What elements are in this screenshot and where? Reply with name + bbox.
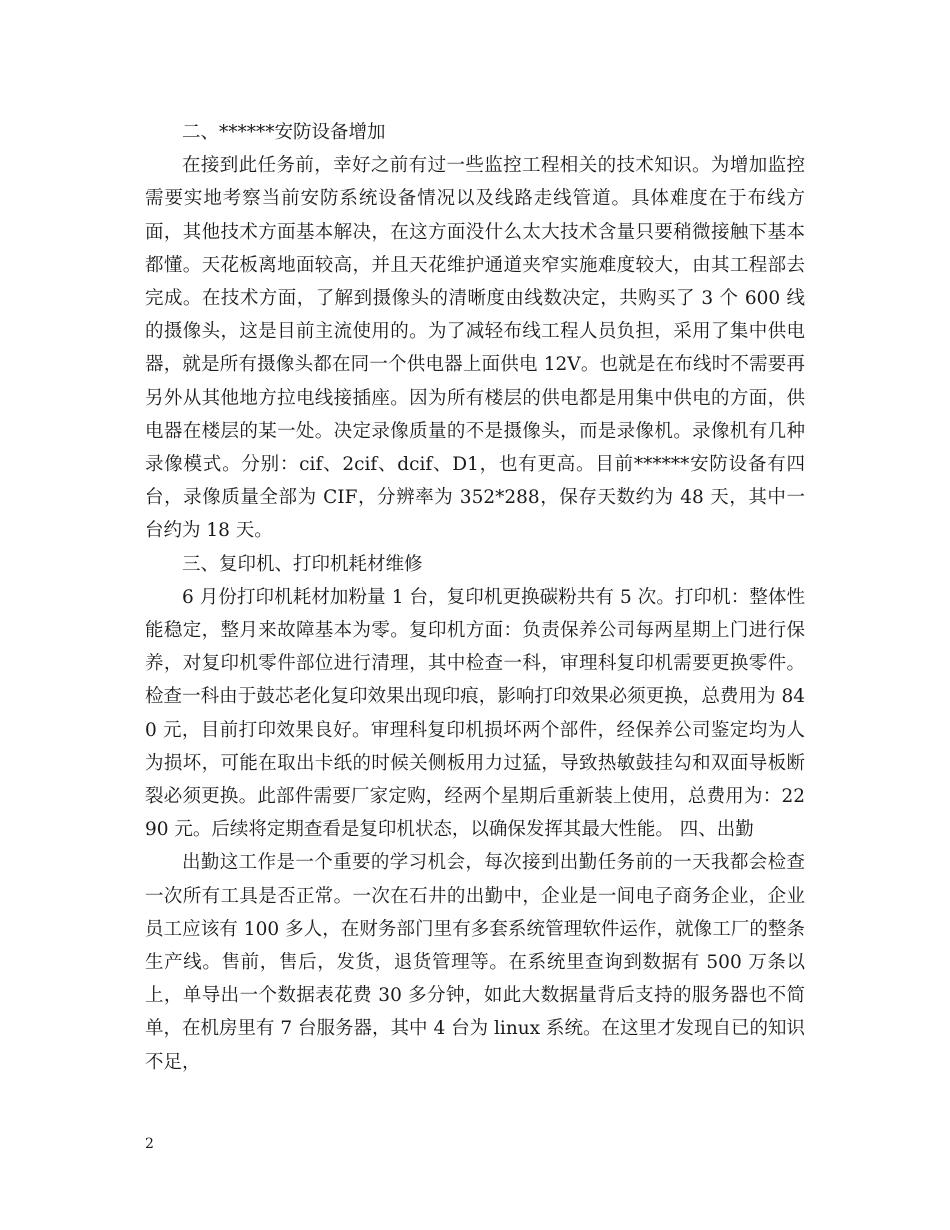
section-heading-copier-printer: 三、复印机、打印机耗材维修 <box>182 553 423 575</box>
page-number: 2 <box>145 1136 154 1152</box>
document-body <box>145 116 805 1079</box>
paragraph-security-equipment: 在接到此任务前，幸好之前有过一些监控工程相关的技术知识。为增加监控需要实地考察当前安防系统设备情况以及线路走线管道。具体难度在于布线方面，其他技术方面基本解决，在这方面没什么太大技术含量只要稍微接触下基本都懂。天花板离地面较高，并且天花维护通道夹窄实施难度较大，由其工程部去完成。在技术方面，了解到摄像头的清晰度由线数决定，共购买了 3 个 600 线的摄像头，这是目前主流使用的。为了减轻布线工程人员负担，采用了集中供电器，就是所有摄像头都在同一个供电器上面供电 12V。也就是在布线时不需要再另外从其他地方拉电线接插座。因为所有楼层的供电都是用集中供电的方面，供电器在楼层的某一处。决定录像质量的不是摄像头，而是录像机。录像机有几种录像模式。分别：cif、2cif、dcif、D1，也有更高。目前******安防设备有四台，录像质量全部为 CIF，分辨率为 352*288，保存天数约为 48 天，其中一台约为 18 天。 <box>145 155 805 542</box>
section-heading-security-equipment: 二、******安防设备增加 <box>182 122 386 143</box>
paragraph-attendance: 出勤这工作是一个重要的学习机会，每次接到出勤任务前的一天我都会检查一次所有工具是否正常。一次在石井的出勤中，企业是一间电子商务企业，企业员工应该有 100 多人，在财务部门里有多套系统管理软件运作，就像工厂的整条生产线。售前，售后，发货，退货管理等。在系统里查询到数据有 500 万条以上，单导出一个数据表花费 30 多分钟，如此大数据量背后支持的服务器也不简单，在机房里有 7 台服务器，其中 4 台为 linux 系统。在这里才发现自已的知识不足， <box>145 852 805 1073</box>
paragraph-copier-printer: 6 月份打印机耗材加粉量 1 台，复印机更换碳粉共有 5 次。打印机：整体性能稳定，整月来故障基本为零。复印机方面：负责保养公司每两星期上门进行保养，对复印机零件部位进行清理，其中检查一科，审理科复印机需要更换零件。检查一科由于鼓芯老化复印效果出现印痕，影响打印效果必须更换，总费用为 840 元，目前打印效果良好。审理科复印机损坏两个部件，经保养公司鉴定均为人为损坏，可能在取出卡纸的时候关侧板用力过猛，导致热敏鼓挂勾和双面导板断裂必须更换。此部件需要厂家定购，经两个星期后重新装上使用，总费用为：2290 元。后续将定期查看是复印机状态，以确保发挥其最大性能。 四、出勤 <box>145 586 805 841</box>
